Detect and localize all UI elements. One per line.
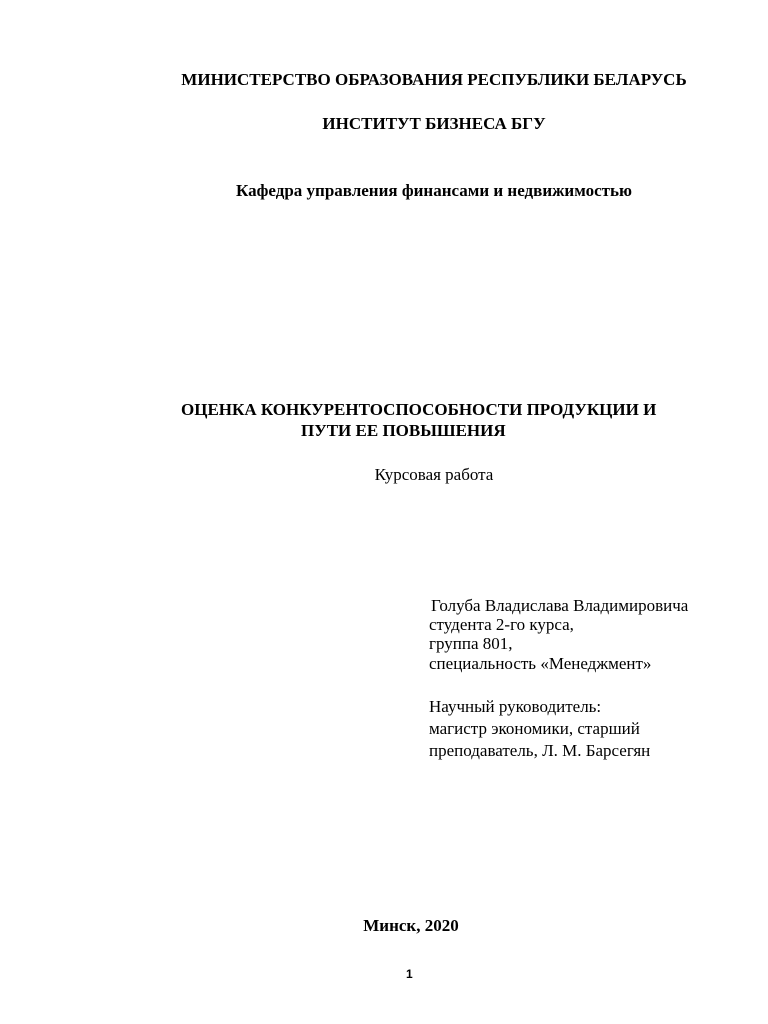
page-number: 1 (406, 967, 413, 981)
author-specialty: специальность «Менеджмент» (429, 654, 652, 673)
department-heading: Кафедра управления финансами и недвижимостью (236, 181, 632, 200)
supervisor-degree: магистр экономики, старший (429, 719, 640, 738)
ministry-heading: МИНИСТЕРСТВО ОБРАЗОВАНИЯ РЕСПУБЛИКИ БЕЛАРУСЬ (181, 70, 687, 89)
author-course: студента 2-го курса, (429, 615, 574, 634)
work-type: Курсовая работа (374, 465, 494, 484)
author-group: группа 801, (429, 634, 513, 653)
city-year: Минск, 2020 (363, 916, 459, 935)
work-title-line-1: ОЦЕНКА КОНКУРЕНТОСПОСОБНОСТИ ПРОДУКЦИИ И (181, 400, 657, 419)
institute-heading: ИНСТИТУТ БИЗНЕСА БГУ (322, 114, 546, 133)
work-title-line-2: ПУТИ ЕЕ ПОВЫШЕНИЯ (301, 421, 506, 440)
supervisor-position-name: преподаватель, Л. М. Барсегян (429, 741, 651, 760)
supervisor-label: Научный руководитель: (429, 697, 602, 716)
author-name: Голуба Владислава Владимировича (431, 596, 689, 615)
